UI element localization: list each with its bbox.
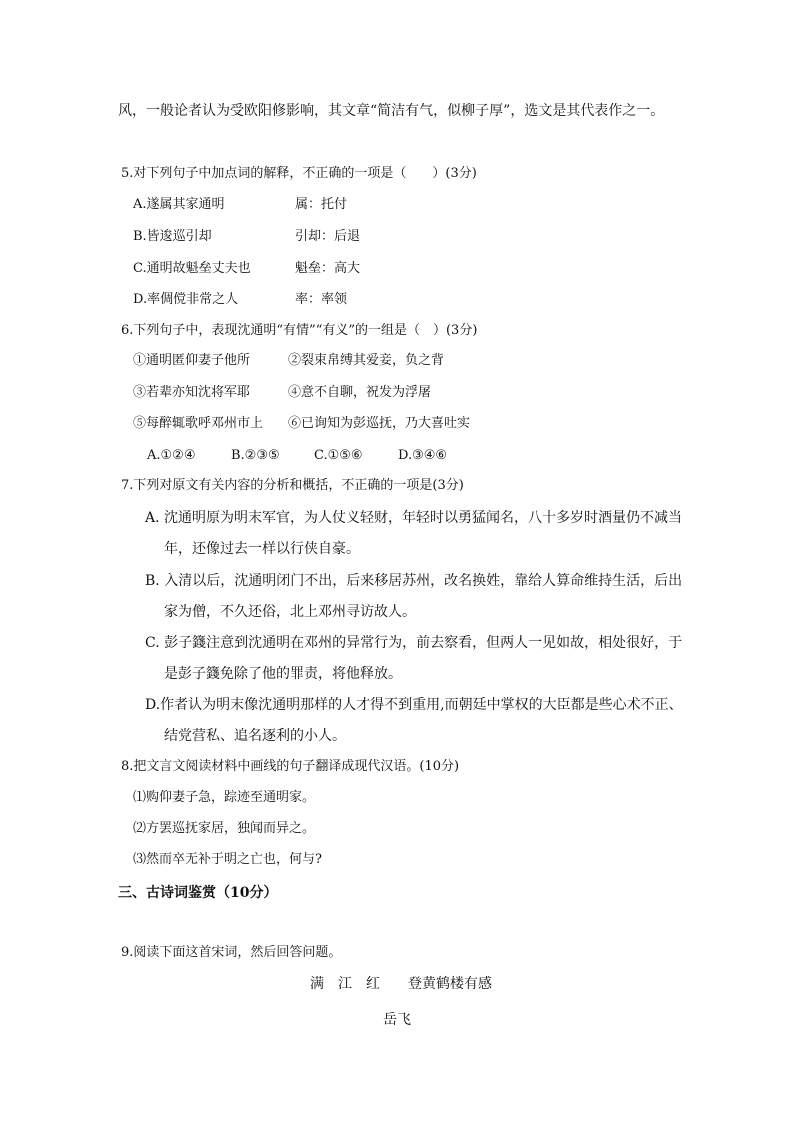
q5-stem: 5.对下列句子中加点词的解释，不正确的一项是（ ）(3分): [121, 166, 477, 181]
q6-row2-left: ③若辈亦知沈将军耶: [133, 385, 251, 400]
q8-item-2: ⑵方罢巡抚家居，独闻而异之。: [133, 821, 316, 836]
q7-option-d-line1: D.作者认为明末像沈通明那样的人才得不到重用,而朝廷中掌权的大臣都是些心术不正、: [145, 697, 683, 713]
q7-option-a-line1: A. 沈通明原为明末军官，为人仗义轻财，年轻时以勇猛闻名，八十多岁时酒量仍不减当: [145, 510, 683, 526]
q6-choice-c: C.①⑤⑥: [314, 448, 363, 463]
q8-stem: 8.把文言文阅读材料中画线的句子翻译成现代汉语。(10分): [121, 759, 460, 774]
q5-gloss-b: 引却：后退: [295, 229, 361, 244]
intro-line: 风，一般论者认为受欧阳修影响，其文章“简洁有气，似柳子厚”，选文是其代表作之一。: [118, 103, 665, 119]
q6-row2-right: ④意不自聊，祝发为浮屠: [288, 385, 432, 400]
q6-row3-left: ⑤每醉辄歌呼邓州市上: [133, 416, 264, 431]
q6-choice-a: A.①②④: [147, 448, 196, 463]
q7-option-b-line1: B. 入清以后，沈通明闭门不出，后来移居苏州，改名换姓，靠给人算命维持生活，后出: [145, 573, 683, 589]
q6-choices: [147, 447, 447, 465]
q6-row1-right: ②裂束帛缚其爱妾，负之背: [288, 353, 445, 368]
q5-option-c: C.通明故魁垒丈夫也: [133, 261, 251, 276]
q5-gloss-a: 属：托付: [295, 197, 348, 212]
section-3-heading: 三、古诗词鉴赏（10分）: [118, 885, 278, 901]
q7-option-b-line2: 家为僧，不久还俗，北上邓州寻访故人。: [164, 604, 416, 620]
q7-option-c-line1: C. 彭子籛注意到沈通明在邓州的异常行为，前去察看，但两人一见如故，相处很好，于: [145, 635, 683, 651]
q5-option-a: A.遂属其家通明: [133, 197, 225, 212]
q7-stem: 7.下列对原文有关内容的分析和概括，不正确的一项是(3分): [121, 478, 464, 493]
q9-stem: 9.阅读下面这首宋词，然后回答问题。: [121, 945, 342, 960]
q7-option-c-line2: 是彭子籛免除了他的罪责，将他释放。: [164, 666, 402, 682]
q5-gloss-c: 魁垒：高大: [295, 261, 361, 276]
poem-author: 岳飞: [383, 1012, 411, 1028]
q8-item-1: ⑴购仰妻子急，踪迹至通明家。: [133, 790, 316, 805]
q5-gloss-d: 率：率领: [295, 292, 348, 307]
q8-item-3: ⑶然而卒无补于明之亡也，何与?: [133, 852, 322, 867]
q6-stem: 6.下列句子中，表现沈通明“有情”“有义”的一组是（ ）(3分): [121, 323, 478, 338]
q6-choice-d: D.③④⑥: [398, 448, 448, 463]
q5-option-d: D.率倜傥非常之人: [133, 292, 239, 307]
q6-choice-b: B.②③⑤: [231, 448, 280, 463]
poem-title: 满 江 红 登黄鹤楼有感: [310, 976, 492, 992]
q5-option-b: B.皆逡巡引却: [133, 229, 212, 244]
q7-option-a-line2: 年，还像过去一样以行侠自豪。: [164, 541, 360, 557]
q7-option-d-line2: 结党营私、追名逐利的小人。: [164, 728, 346, 744]
q6-row3-right: ⑥已询知为彭巡抚，乃大喜吐实: [288, 416, 471, 431]
q6-row1-left: ①通明匿仰妻子他所: [133, 353, 251, 368]
